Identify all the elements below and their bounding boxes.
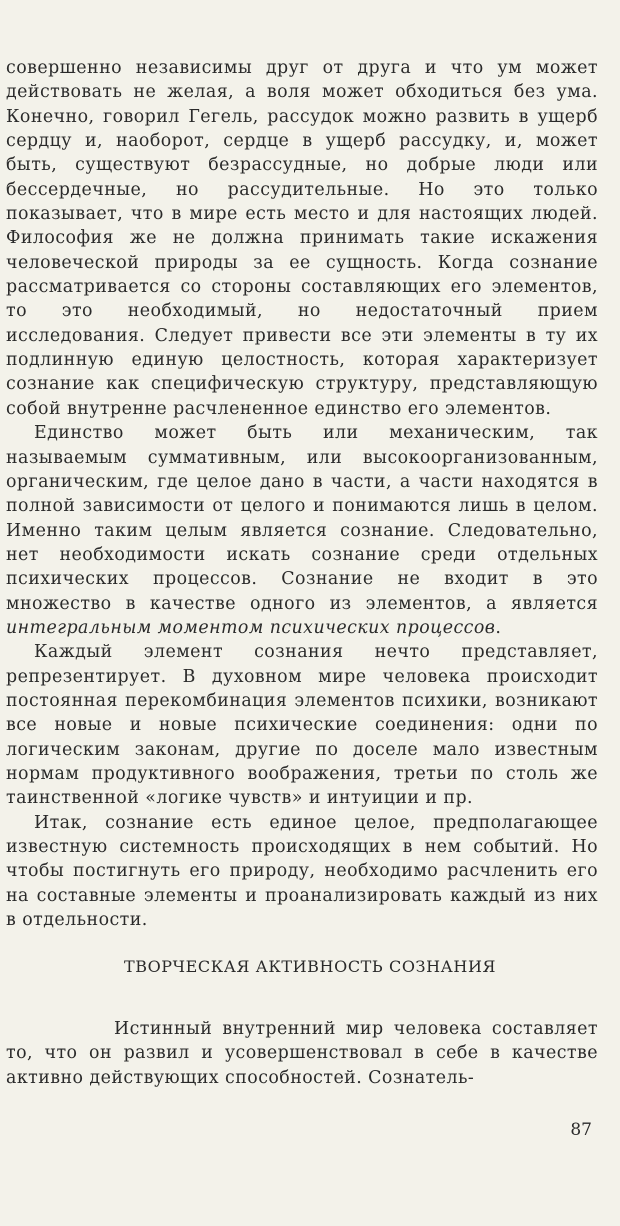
section-body-text: [6, 1017, 598, 1090]
body-text: [6, 56, 598, 932]
paragraph-2-end: .: [495, 617, 502, 638]
paragraph-2-emphasis: интегральным моментом психических процессов: [6, 617, 496, 638]
page-number: 87: [570, 1120, 592, 1140]
section-heading: ТВОРЧЕСКАЯ АКТИВНОСТЬ СОЗНАНИЯ: [123, 957, 497, 976]
section-paragraph: Истинный внутренний мир человека составляет то, что он развил и усовершенствовал в себе в качестве активно действующих способностей. Сознатель-: [6, 1019, 598, 1088]
paragraph-4: Итак, сознание есть единое целое, предполагающее известную системность происходящих в нем событий. Но чтобы постигнуть его природу, необходимо расчленить его на составные элементы и проанализировать каждый из них в отдельности.: [6, 812, 598, 931]
paragraph-2: [6, 421, 598, 640]
paragraph-3: Каждый элемент сознания нечто представляет, репрезентирует. В духовном мире человека происходит постоянная перекомбинация элементов психики, возникают все новые и новые психические соединения: одни по логическим законам, другие по доселе мало известным нормам продуктивного воображения, третьи по столь же таинственной «логике чувств» и интуиции и пр.: [6, 642, 598, 809]
paragraph-1: совершенно независимы друг от друга и что ум может действовать не желая, а воля может обходиться без ума. Конечно, говорил Гегель, рассудок можно развить в ущерб сердцу и, наоборот, сердце в ущерб рассудку, и, может быть, существуют безрассудные, но добрые люди или бессердечные, но рассудительные. Но это только показывает, что в мире есть место и для настоящих людей. Философия же не должна принимать такие искажения человеческой природы за ее сущность. Когда сознание рассматривается со стороны составляющих его элементов, то это необходимый, но недостаточный прием исследования. Следует привести все эти элементы в ту их подлинную единую целостность, которая характеризует сознание как специфическую структуру, представляющую собой внутренне расчлененное единство его элементов.: [6, 58, 598, 419]
paragraph-2-text: Единство может быть или механическим, так называемым суммативным, или высокоорганизованным, органическим, где целое дано в части, а части находятся в полной зависимости от целого и понимаются лишь в целом. Именно таким целым является сознание. Следовательно, нет необходимости искать сознание среди отдельных психических процессов. Сознание не входит в это множество в качестве одного из элементов, а является: [6, 423, 598, 614]
